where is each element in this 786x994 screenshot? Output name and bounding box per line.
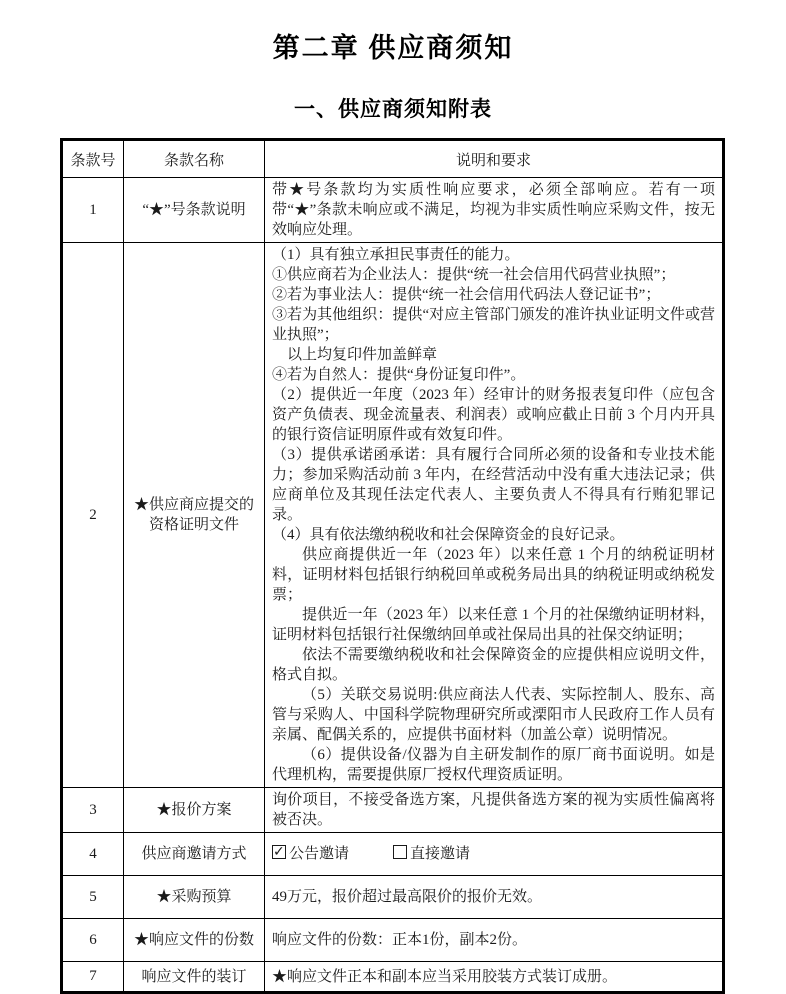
clause-no-cell: 2 [62,243,124,788]
paragraph: 响应文件的份数：正本1份，副本2份。 [272,932,528,948]
table-row [62,243,724,788]
clause-desc-cell [265,788,724,833]
checkbox-option [272,844,349,864]
section-title: 一、供应商须知附表 [294,97,492,121]
clause-desc-cell [265,243,724,788]
paragraph: 以上均复印件加盖鲜章 [287,347,438,363]
paragraph: （1）具有独立承担民事责任的能力。 [272,247,520,263]
paragraph: （4）具有依法缴纳税收和社会保障资金的良好记录。 [272,527,625,543]
clause-name-cell: ★供应商应提交的资格证明文件 [124,243,265,788]
col-header-clause-no: 条款号 [62,140,124,178]
paragraph: 49万元，报价超过最高限价的报价无效。 [272,889,543,905]
clause-name-cell: 供应商邀请方式 [124,833,265,876]
clause-desc-cell [265,876,724,919]
clause-no-cell: 3 [62,788,124,833]
col-header-clause-name: 条款名称 [124,140,265,178]
table-body [62,178,724,993]
paragraph: ★响应文件正本和副本应当采用胶装方式装订成册。 [272,968,618,985]
clause-no-cell: 4 [62,833,124,876]
unchecked-checkbox-icon [393,845,407,859]
table-row [62,962,724,993]
col-header-description: 说明和要求 [265,140,724,178]
paragraph: ②若为事业法人：提供“统一社会信用代码法人登记证书”； [272,287,661,303]
clause-name-cell: 响应文件的装订 [124,962,265,993]
paragraph: ③若为其他组织：提供“对应主管部门颁发的准许执业证明文件或营业执照”； [272,307,715,343]
paragraph: 询价项目，不接受备选方案，凡提供备选方案的视为实质性偏离将被否决。 [272,792,715,828]
clause-desc-cell [265,919,724,962]
clause-name-cell: “★”号条款说明 [124,178,265,243]
checkbox-option [393,844,470,864]
table-row [62,876,724,919]
clause-name-cell: ★响应文件的份数 [124,919,265,962]
checkbox-label: 直接邀请 [410,846,471,862]
paragraph: 带★号条款均为实质性响应要求，必须全部响应。若有一项带“★”条款未响应或不满足，均视为非实质性响应采购文件，按无效响应处理。 [272,182,715,238]
supplier-notice-table [60,138,725,994]
clause-desc-cell [265,833,724,876]
paragraph: （5）关联交易说明:供应商法人代表、实际控制人、股东、高管与采购人、中国科学院物理研究所或溧阳市人民政府工作人员有亲属、配偶关系的，应提供书面材料（加盖公章）说明情况。 [272,687,715,743]
clause-no-cell: 7 [62,962,124,993]
paragraph: （6）提供设备/仪器为自主研发制作的原厂商书面说明。如是代理机构，需要提供原厂授权代理资质证明。 [272,747,715,783]
clause-no-cell: 6 [62,919,124,962]
clause-name-cell: ★报价方案 [124,788,265,833]
paragraph: （3）提供承诺函承诺：具有履行合同所必须的设备和专业技术能力；参加采购活动前 3 年内，在经营活动中没有重大违法记录；供应商单位及其现任法定代表人、主要负责人不得具有行贿犯罪记录。 [272,447,715,523]
checked-checkbox-icon [272,845,286,859]
checkbox-label: 公告邀请 [289,846,350,862]
table-row [62,919,724,962]
chapter-title: 第二章 供应商须知 [272,33,514,63]
clause-no-cell: 5 [62,876,124,919]
paragraph: 提供近一年（2023 年）以来任意 1 个月的社保缴纳证明材料，证明材料包括银行社保缴纳回单或社保局出具的社保交纳证明； [272,607,715,643]
table-header-row [62,140,724,178]
paragraph: ①供应商若为企业法人：提供“统一社会信用代码营业执照”； [272,267,676,283]
paragraph: 依法不需要缴纳税收和社会保障资金的应提供相应说明文件，格式自拟。 [272,647,715,683]
table-row [62,788,724,833]
clause-no-cell: 1 [62,178,124,243]
table-row [62,178,724,243]
paragraph: 供应商提供近一年（2023 年）以来任意 1 个月的纳税证明材料，证明材料包括银行纳税回单或税务局出具的纳税证明或纳税发票； [272,547,715,603]
paragraph: （2）提供近一年度（2023 年）经审计的财务报表复印件（应包含资产负债表、现金流量表、利润表）或响应截止日前 3 个月内开具的银行资信证明原件或有效复印件。 [272,387,715,443]
clause-desc-cell [265,178,724,243]
table-row [62,833,724,876]
clause-name-cell: ★采购预算 [124,876,265,919]
clause-desc-cell [265,962,724,993]
paragraph: ④若为自然人：提供“身份证复印件”。 [272,367,526,383]
